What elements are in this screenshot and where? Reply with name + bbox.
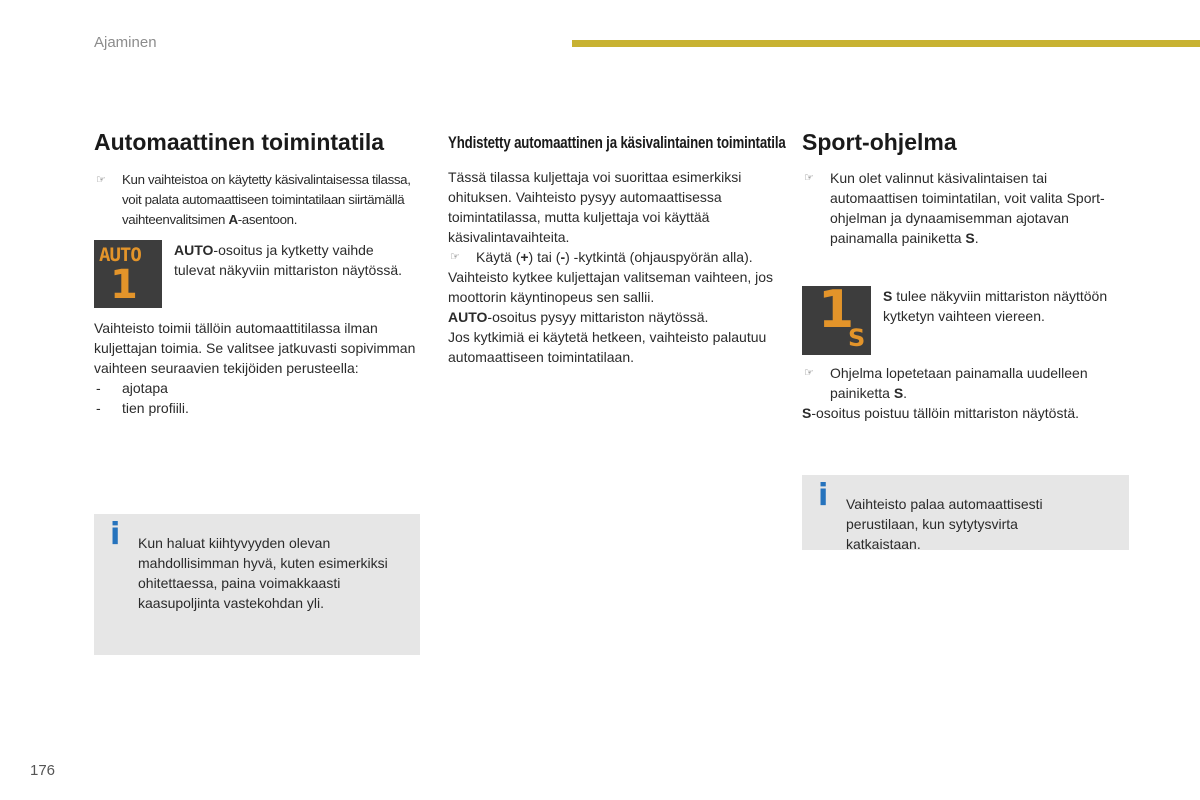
- column-sport-program: [802, 126, 1132, 423]
- info-note: i Kun haluat kiihtyvyyden olevan mahdollisimman hyvä, kuten esimerkiksi ohitettaessa, paina voimakkaasti kaasupoljinta vastekohdan yli.: [94, 514, 420, 655]
- bullet-item: ☞ Käytä (+) tai (-) -kytkintä (ohjauspyörän alla).: [450, 249, 753, 265]
- paragraph: AUTO-osoitus pysyy mittariston näytössä.: [448, 309, 709, 325]
- auto-gear-display-image: AUTO 1: [94, 240, 162, 308]
- bullet-item: ☞ Kun olet valinnut käsivalintaisen tai automaattisen toimintatilan, voit valita Sport-ohjelman ja dynaamisemman ajotavan painamalla painiketta S.: [804, 170, 1105, 246]
- auto-display-figure: [94, 240, 424, 308]
- paragraph: Vaihteisto toimii tällöin automaattitilassa ilman kuljettajan toimia. Se valitsee jatkuvasti sopivimman vaihteen seuraavien tekijöiden perusteella:: [94, 320, 416, 376]
- sport-display-figure: [802, 286, 1132, 355]
- section-label: Ajaminen: [94, 34, 157, 51]
- header-accent-bar: [572, 40, 1200, 47]
- page-number: 176: [30, 762, 56, 779]
- pointing-hand-icon: ☞: [804, 367, 814, 379]
- paragraph: S-osoitus poistuu tällöin mittariston näytöstä.: [802, 405, 1080, 421]
- pointing-hand-icon: ☞: [96, 174, 106, 186]
- section-title: Sport-ohjelma: [802, 129, 957, 155]
- paragraph: Vaihteisto kytkee kuljettajan valitseman vaihteen, jos moottorin käyntinopeus sen sallii.: [448, 269, 774, 305]
- section-title: Automaattinen toimintatila: [94, 129, 385, 155]
- info-icon: i: [110, 517, 121, 552]
- list-item: - tien profiili.: [96, 400, 189, 416]
- bullet-item: ☞ Ohjelma lopetetaan painamalla uudelleen painiketta S.: [804, 365, 1088, 401]
- column-combined-mode: [448, 126, 786, 367]
- figure-caption: AUTO-osoitus ja kytketty vaihde tulevat näkyviin mittariston näytössä.: [174, 242, 402, 278]
- section-title: Yhdistetty automaattinen ja käsivalintainen toimintatila: [448, 133, 786, 152]
- info-note: i Vaihteisto palaa automaattisesti perustilaan, kun sytytysvirta katkaistaan.: [802, 475, 1129, 550]
- list-item: - ajotapa: [96, 380, 168, 396]
- pointing-hand-icon: ☞: [804, 172, 814, 184]
- info-icon: i: [818, 478, 829, 513]
- pointing-hand-icon: ☞: [450, 251, 460, 263]
- column-automatic-mode: [94, 126, 424, 418]
- paragraph: Tässä tilassa kuljettaja voi suorittaa esimerkiksi ohituksen. Vaihteisto pysyy automaattisessa toimintatilassa, mutta kuljettaja voi käyttää käsivalintavaihteita.: [448, 169, 742, 245]
- sport-gear-display-image: 1 S: [802, 286, 871, 355]
- paragraph: Jos kytkimiä ei käytetä hetkeen, vaihteisto palautuu automaattiseen toimintatilaan.: [448, 329, 767, 365]
- figure-caption: S tulee näkyviin mittariston näyttöön kytketyn vaihteen viereen.: [883, 288, 1108, 324]
- bullet-item: ☞ Kun vaihteistoa on käytetty käsivalintaisessa tilassa, voit palata automaattiseen toimintatilaan siirtämällä vaihteenvalitsimen A-asentoon.: [96, 172, 411, 227]
